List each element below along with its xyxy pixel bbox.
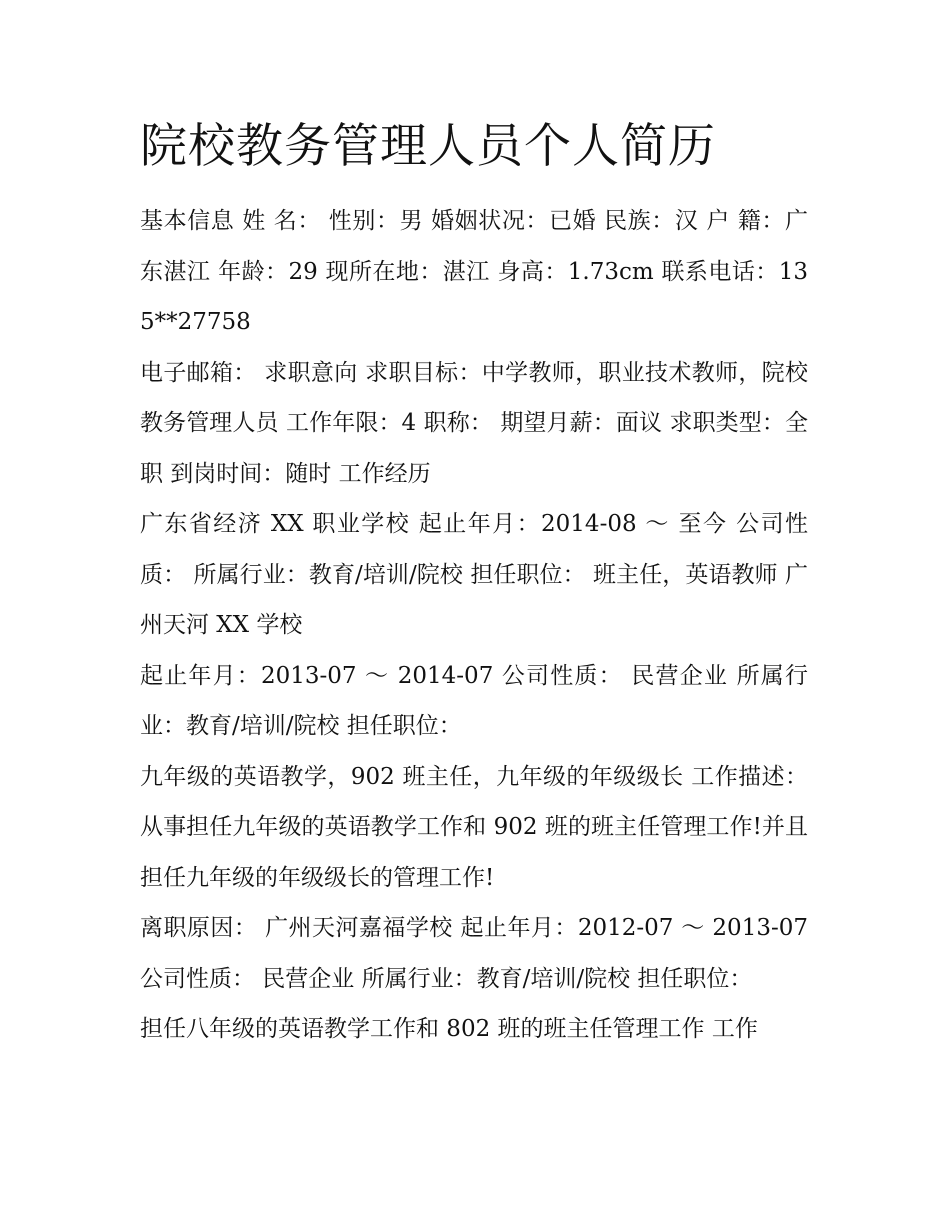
paragraph-job-intention: 电子邮箱： 求职意向 求职目标：中学教师，职业技术教师，院校教务管理人员 工作年限：4 职称： 期望月薪：面议 求职类型：全职 到岗时间：随时 工作经历 [140,359,808,487]
resume-page [140,112,808,1055]
page-title: 院校教务管理人员个人简历 [140,119,716,174]
paragraph-experience-3: 离职原因： 广州天河嘉福学校 起止年月：2012-07 ～ 2013-07 公司性质： 民营企业 所属行业：教育/培训/院校 担任职位： [140,915,808,992]
paragraph-basic-info: 基本信息 姓 名： 性别：男 婚姻状况：已婚 民族：汉 户 籍：广东湛江 年龄：29 现所在地：湛江 身高：1.73cm 联系电话：135**27758 [140,208,808,335]
paragraph-experience-1: 广东省经济 XX 职业学校 起止年月：2014-08 ～ 至今 公司性质： 所属行业：教育/培训/院校 担任职位： 班主任，英语教师 广州天河 XX 学校 [140,511,808,638]
paragraph-experience-2-description: 九年级的英语教学，902 班主任，九年级的年级级长 工作描述： 从事担任九年级的英语教学工作和 902 班的班主任管理工作!并且担任九年级的年级级长的管理工作! [140,763,808,891]
paragraph-experience-2-period: 起止年月：2013-07 ～ 2014-07 公司性质： 民营企业 所属行业：教育/培训/院校 担任职位： [140,662,808,739]
paragraph-experience-3-description: 担任八年级的英语教学工作和 802 班的班主任管理工作 工作 [140,1016,758,1042]
